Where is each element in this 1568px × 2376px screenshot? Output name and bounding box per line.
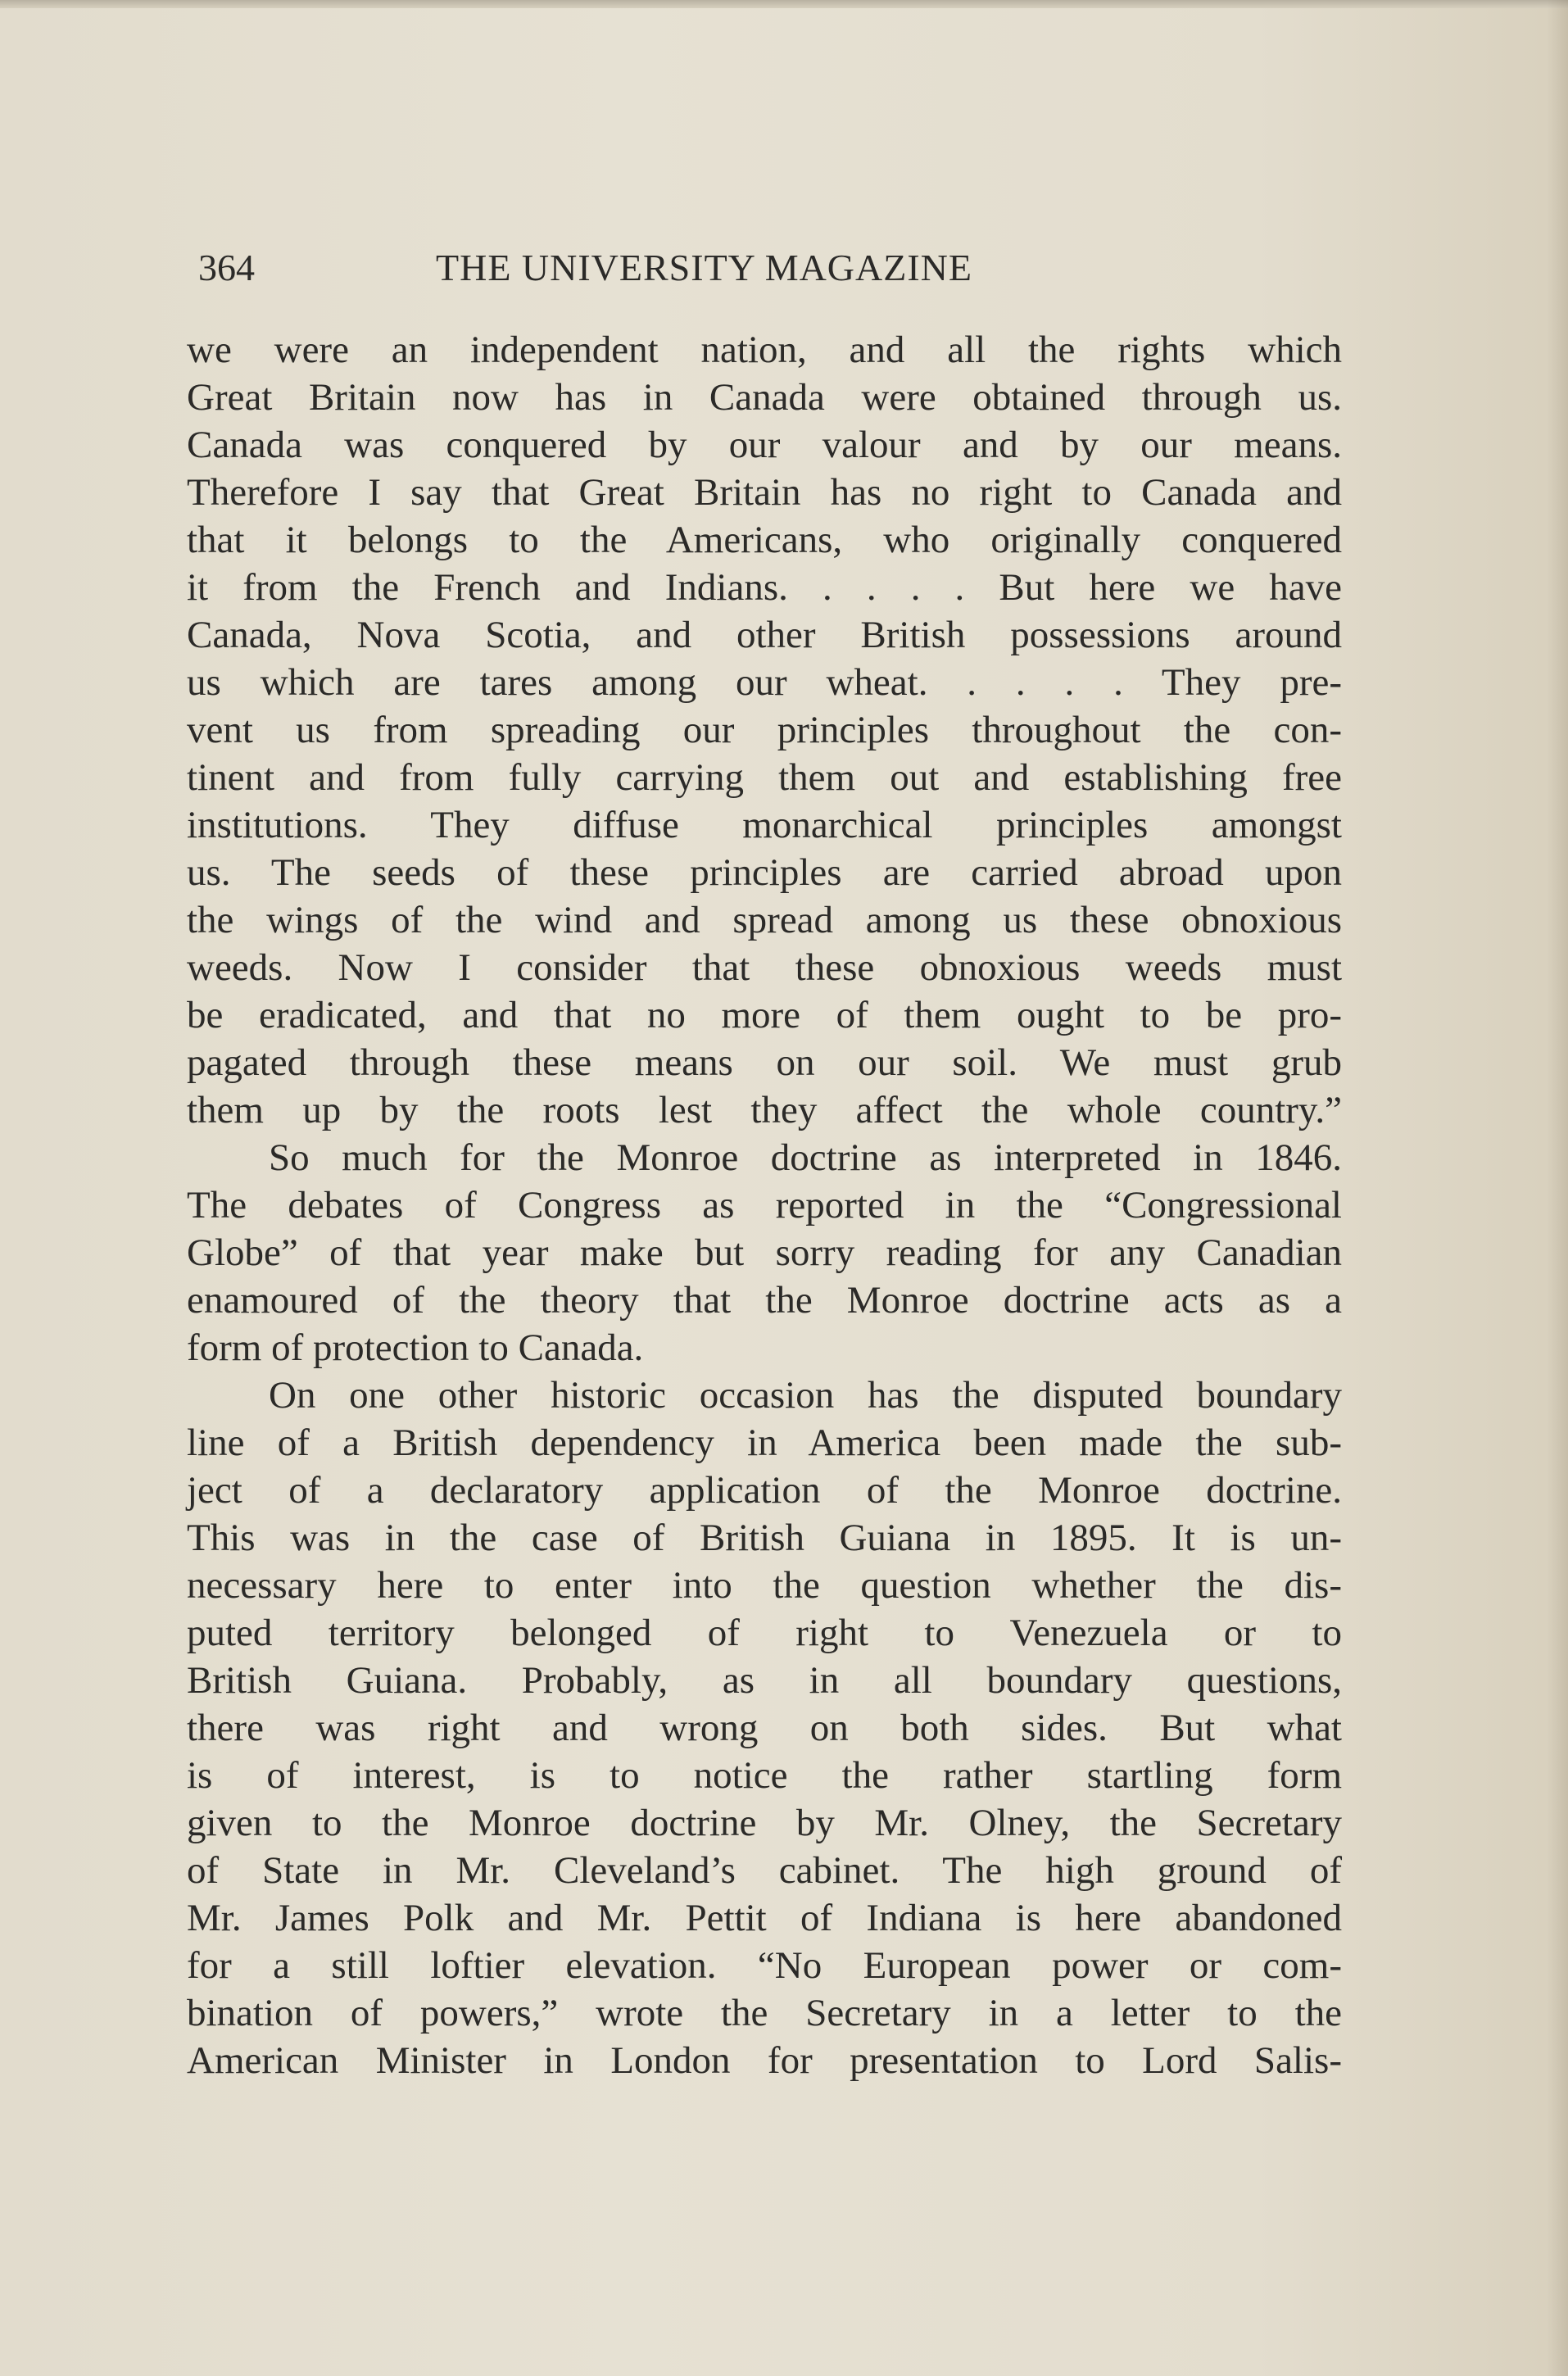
text-line: vent us from spreading our principles throughout the con- [187, 709, 1342, 751]
text-line: Therefore I say that Great Britain has no right to Canada and [187, 471, 1342, 514]
text-line: Mr. James Polk and Mr. Pettit of Indiana is here abandoned [187, 1897, 1342, 1939]
text-line: Canada, Nova Scotia, and other British possessions around [187, 614, 1342, 656]
text-line: given to the Monroe doctrine by Mr. Olney, the Secretary [187, 1802, 1342, 1844]
text-line: Great Britain now has in Canada were obtained through us. [187, 376, 1342, 419]
text-line: them up by the roots lest they affect the whole country.” [187, 1089, 1342, 1131]
text-line: This was in the case of British Guiana in 1895. It is un- [187, 1517, 1342, 1559]
text-line: British Guiana. Probably, as in all boundary questions, [187, 1659, 1342, 1702]
text-line: The debates of Congress as reported in the “Congressional [187, 1184, 1342, 1227]
text-line: enamoured of the theory that the Monroe doctrine acts as a [187, 1279, 1342, 1322]
page-number: 364 [198, 247, 255, 288]
page-top-edge [0, 0, 1568, 8]
paragraph-first-line: So much for the Monroe doctrine as interpreted in 1846. [269, 1136, 1342, 1179]
paragraph-first-line: On one other historic occasion has the disputed boundary [269, 1374, 1342, 1417]
running-title: THE UNIVERSITY MAGAZINE [436, 247, 972, 288]
text-line: line of a British dependency in America been made the sub- [187, 1422, 1342, 1464]
text-line: us. The seeds of these principles are carried abroad upon [187, 851, 1342, 894]
text-line: there was right and wrong on both sides. But what [187, 1707, 1342, 1749]
text-line: we were an independent nation, and all the rights which [187, 329, 1342, 371]
text-line: the wings of the wind and spread among us these obnoxious [187, 899, 1342, 941]
text-line: Globe” of that year make but sorry reading for any Canadian [187, 1231, 1342, 1274]
text-line: necessary here to enter into the question whether the dis- [187, 1564, 1342, 1607]
text-line: be eradicated, and that no more of them ought to be pro- [187, 994, 1342, 1036]
page-gutter-shadow [1547, 0, 1568, 2376]
text-line: that it belongs to the Americans, who originally conquered [187, 519, 1342, 561]
text-line: of State in Mr. Cleveland’s cabinet. The high ground of [187, 1849, 1342, 1892]
text-line: it from the French and Indians. . . . . But here we have [187, 566, 1342, 609]
text-line: puted territory belonged of right to Venezuela or to [187, 1612, 1342, 1654]
text-line: institutions. They diffuse monarchical principles amongst [187, 804, 1342, 846]
text-line: Canada was conquered by our valour and by our means. [187, 424, 1342, 466]
paragraph-last-line: form of protection to Canada. [187, 1326, 644, 1369]
text-line: ject of a declaratory application of the Monroe doctrine. [187, 1469, 1342, 1512]
text-line: is of interest, is to notice the rather startling form [187, 1754, 1342, 1797]
text-line: tinent and from fully carrying them out and establishing free [187, 756, 1342, 799]
text-line: bination of powers,” wrote the Secretary in a letter to the [187, 1992, 1342, 2034]
text-line: American Minister in London for presentation to Lord Salis- [187, 2039, 1342, 2082]
page-header [198, 246, 1345, 295]
body-text [187, 326, 1342, 2084]
text-line: weeds. Now I consider that these obnoxious weeds must [187, 946, 1342, 989]
text-line: us which are tares among our wheat. . . . . They pre- [187, 661, 1342, 704]
text-line: pagated through these means on our soil. We must grub [187, 1041, 1342, 1084]
text-line: for a still loftier elevation. “No European power or com- [187, 1944, 1342, 1987]
